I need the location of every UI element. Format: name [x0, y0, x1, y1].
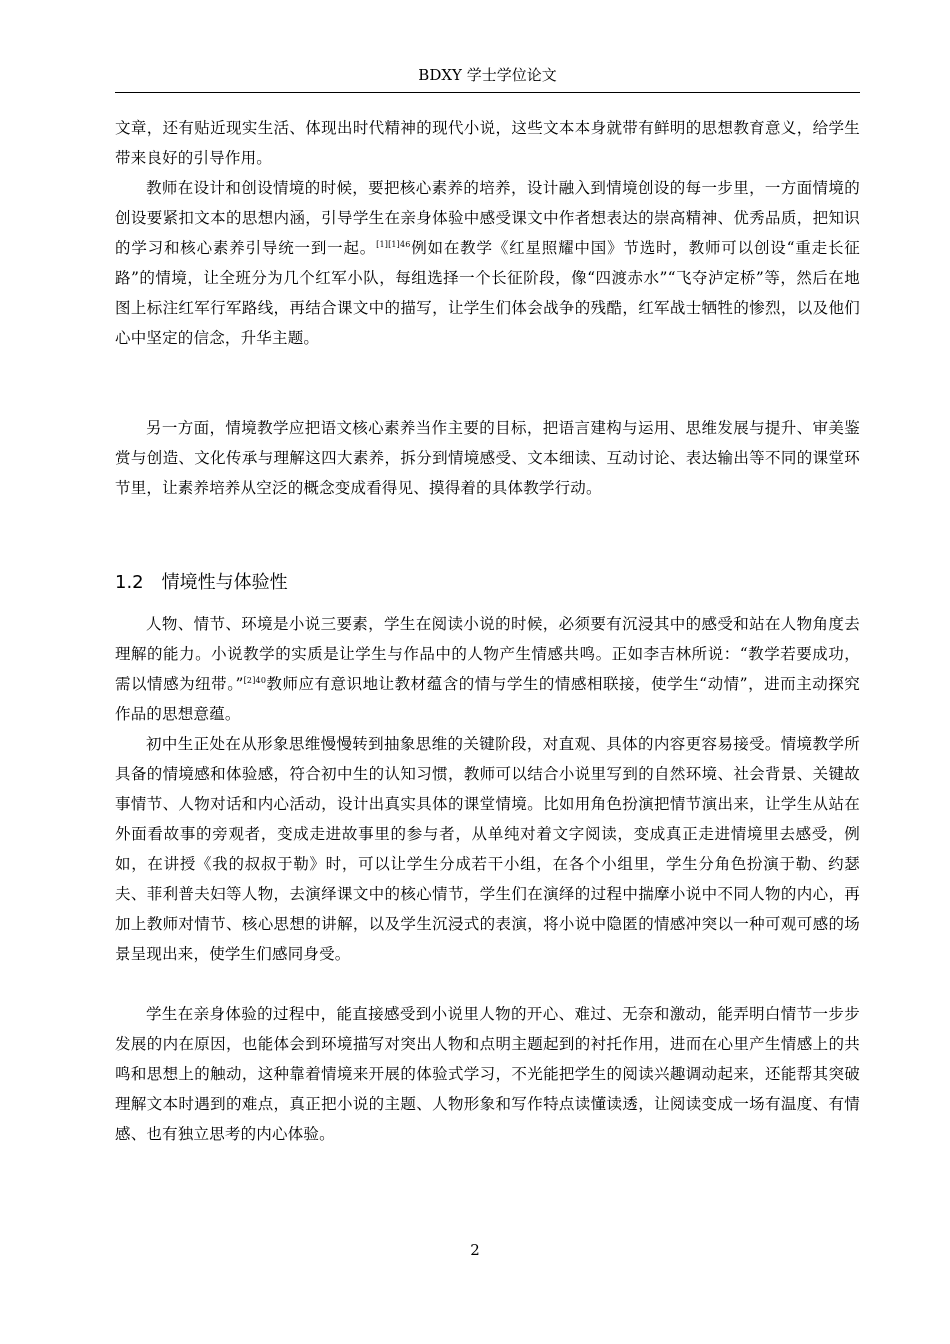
paragraph-4-text-a: 人物、情节、环境是小说三要素，学生在阅读小说的时候，必须要有沉浸其中的感受和站在人物角度去理解的能力。小说教学的实质是让学生与作品中的人物产生情感共鸣。正如李吉林所说：“教学若要成功，需以情感为纽带。” — [115, 615, 860, 693]
paragraph-2-text-b: 例如在教学《红星照耀中国》节选时，教师可以创设“重走长征路”的情境，让全班分为几个红军小队，每组选择一个长征阶段，像“四渡赤水”“飞夺泸定桥”等，然后在地图上标注红军行军路线，再结合课文中的描写，让学生们体会战争的残酷，红军战士牺牲的惨烈，以及他们心中坚定的信念，升华主题。 — [115, 239, 861, 347]
section-title: 情境性与体验性 — [161, 572, 288, 593]
section-number: 1.2 — [115, 572, 144, 593]
paragraph-5: 初中生正处在从形象思维慢慢转到抽象思维的关键阶段，对直观、具体的内容更容易接受。情境教学所具备的情境感和体验感，符合初中生的认知习惯，教师可以结合小说里写到的自然环境、社会背景、关键故事情节、人物对话和内心活动，设计出真实具体的课堂情境。比如用角色扮演把情节演出来，让学生从站在外面看故事的旁观者，变成走进故事里的参与者，从单纯对着文字阅读，变成真正走进情境里去感受，例如，在讲授《我的叔叔于勒》时，可以让学生分成若干小组，在各个小组里，学生分角色扮演于勒、约瑟夫、菲利普夫妇等人物，去演绎课文中的核心情节，学生们在演绎的过程中揣摩小说中不同人物的内心，再加上教师对情节、核心思想的讲解，以及学生沉浸式的表演，将小说中隐匿的情感冲突以一种可观可感的场景呈现出来，使学生们感同身受。 — [115, 735, 860, 963]
paragraph-4-text-b: 教师应有意识地让教材蕴含的情与学生的情感相联接，使学生“动情”，进而主动探究作品的思想意蕴。 — [115, 675, 860, 723]
citation-marker: [2]40 — [243, 675, 267, 685]
page-number: 2 — [470, 1241, 480, 1259]
header-title: BDXY 学士学位论文 — [418, 66, 557, 84]
paragraph-6: 学生在亲身体验的过程中，能直接感受到小说里人物的开心、难过、无奈和激动，能弄明白情节一步步发展的内在原因，也能体会到环境描写对突出人物和点明主题起到的衬托作用，进而在心里产生情感上的共鸣和思想上的触动，这种靠着情境来开展的体验式学习，不光能把学生的阅读兴趣调动起来，还能帮其突破理解文本时遇到的难点，真正把小说的主题、人物形象和写作特点读懂读透，让阅读变成一场有温度、有情感、也有独立思考的内心体验。 — [115, 1005, 860, 1143]
paragraph-3: 另一方面，情境教学应把语文核心素养当作主要的目标，把语言建构与运用、思维发展与提升、审美鉴赏与创造、文化传承与理解这四大素养，拆分到情境感受、文本细读、互动讨论、表达输出等不同的课堂环节里，让素养培养从空泛的概念变成看得见、摸得着的具体教学行动。 — [115, 419, 860, 497]
paragraph-2-text-a: 教师在设计和创设情境的时候，要把核心素养的培养，设计融入到情境创设的每一步里，一方面情境的创设要紧扣文本的思想内涵，引导学生在亲身体验中感受课文中作者想表达的崇高精神、优秀品质，把知识的学习和核心素养引导统一到一起。 — [115, 179, 860, 257]
paragraph-2 — [115, 173, 860, 353]
page-header — [115, 62, 860, 93]
paragraph-1: 文章，还有贴近现实生活、体现出时代精神的现代小说，这些文本本身就带有鲜明的思想教育意义，给学生带来良好的引导作用。 — [115, 119, 860, 167]
citation-marker: [1][1]46 — [376, 239, 411, 249]
section-heading — [115, 568, 288, 598]
paragraph-4 — [115, 609, 860, 729]
